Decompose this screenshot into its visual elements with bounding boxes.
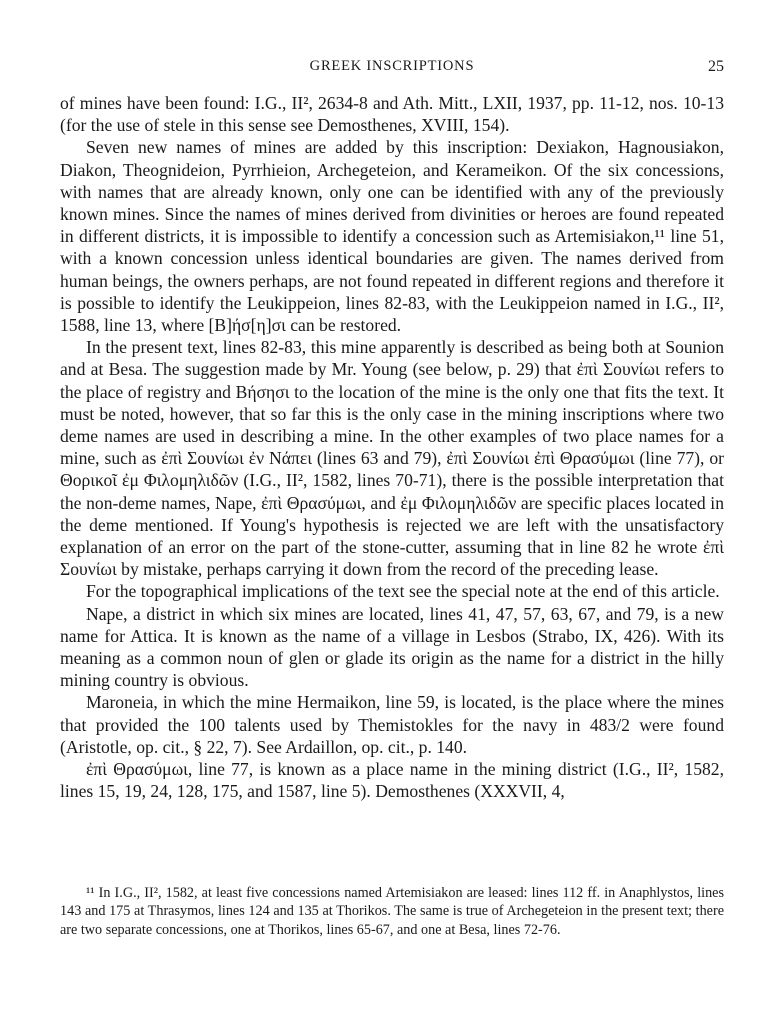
paragraph-sounion-besa: In the present text, lines 82-83, this mine apparently is described as being both at Sounion and at Besa. The suggestion made by Mr. Young (see below, p. 29) that ἐπὶ Σουνίωι refers to the place of registry and Βήσησι to the location of the mine is the only one that fits the text. It must be noted, however, that so far this is the only case in the mining inscriptions where two deme names are used in describing a mine. In the other examples of two place names for a mine, such as ἐπὶ Σουνίωι ἐν Νάπει (lines 63 and 79), ἐπὶ Σουνίωι ἐπὶ Θρασύμωι (line 77), or Θορικοῖ ἐμ Φιλομηλιδῶν (I.G., II², 1582, lines 70-71), there is the possible interpretation that the non-deme names, Nape, ἐπὶ Θρασύμωι, and ἐμ Φιλομηλιδῶν are specific places located in the deme mentioned. If Young's hypothesis is rejected we are left with the unsatisfactory explanation of an error on the part of the stone-cutter, assuming that in line 82 he wrote ἐπὶ Σουνίωι by mistake, perhaps carrying it down from the record of the preceding lease. (60, 337, 724, 580)
body-text (60, 92, 724, 803)
running-head (60, 58, 724, 80)
paragraph-topography-note: For the topographical implications of the text see the special note at the end of this article. (86, 581, 720, 602)
paragraph-new-mine-names: Seven new names of mines are added by this inscription: Dexiakon, Hagnousiakon, Diakon, Theognideion, Pyrrhieion, Archegeteion, and Kerameikon. Of the six concessions, with names that are already known, only one can be identified with any of the previously known mines. Since the names of mines derived from divinities or heroes are found repeated in different districts, it is impossible to identify a concession such as Artemisiakon,¹¹ line 51, with a known concession unless identical boundaries are given. The names derived from human beings, the owners perhaps, are not found repeated in different regions and therefore it is possible to identify the Leukippeion, lines 82-83, with the Leukippeion named in I.G., II², 1588, line 13, where [Β]ήσ[η]σι can be restored. (60, 137, 724, 336)
paragraph-maroneia: Maroneia, in which the mine Hermaikon, line 59, is located, is the place where the mines that provided the 100 talents used by Themistokles for the navy in 483/2 were found (Aristotle, op. cit., § 22, 7). See Ardaillon, op. cit., p. 140. (60, 692, 724, 757)
paragraph-continuation: of mines have been found: I.G., II², 2634-8 and Ath. Mitt., LXII, 1937, pp. 11-12, nos. 10-13 (for the use of stele in this sense see Demosthenes, XVIII, 154). (60, 93, 724, 136)
paragraph-nape: Nape, a district in which six mines are located, lines 41, 47, 57, 63, 67, and 79, is a new name for Attica. It is known as the name of a village in Lesbos (Strabo, IX, 426). With its meaning as a common noun of glen or glade its origin as the name for a district in the hilly mining country is obvious. (60, 603, 724, 691)
running-title: GREEK INSCRIPTIONS (309, 58, 475, 74)
paragraph-thrasymos: ἐπὶ Θρασύμωι, line 77, is known as a place name in the mining district (I.G., II², 1582, lines 15, 19, 24, 128, 175, and 1587, line 5). Demosthenes (XXXVII, 4, (60, 759, 724, 802)
footnote-11: ¹¹ In I.G., II², 1582, at least five concessions named Artemisiakon are leased: lines 112 ff. in Anaphlystos, lines 143 and 175 at Thrasymos, lines 124 and 135 at Thorikos. The same is true of Archegeteion in the present text; there are two separate concessions, one at Thorikos, lines 65-67, and one at Besa, lines 72-76. (60, 885, 724, 938)
page-number: 25 (708, 58, 724, 75)
footnotes (60, 884, 724, 939)
